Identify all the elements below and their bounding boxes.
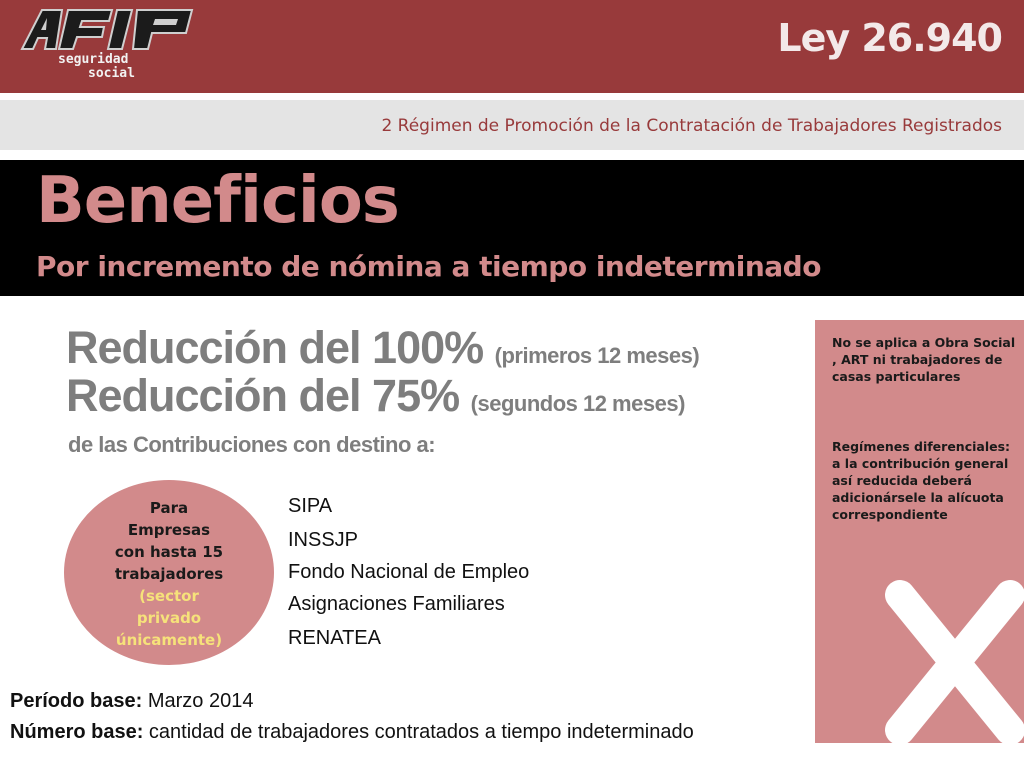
- regimen-title: 2 Régimen de Promoción de la Contratación de Trabajadores Registrados: [381, 116, 1002, 136]
- base-period-value: Marzo 2014: [142, 690, 254, 712]
- logo-sub-2: social: [88, 66, 135, 81]
- page-subtitle: Por incremento de nómina a tiempo indeterminado: [36, 250, 821, 283]
- side-panel: [815, 320, 1024, 743]
- law-number: Ley 26.940: [777, 16, 1002, 60]
- reduction-100-label: Reducción del 100%: [66, 322, 484, 373]
- page-title: Beneficios: [36, 164, 399, 238]
- base-period-label: Período base:: [10, 690, 143, 712]
- fund-sipa: SIPA: [288, 495, 333, 517]
- reduction-75: [66, 370, 685, 422]
- eligibility-line: Empresas: [127, 521, 211, 539]
- eligibility-line: Para: [149, 499, 189, 517]
- eligibility-highlight: privado: [136, 609, 202, 627]
- reduction-75-label: Reducción del 75%: [66, 370, 460, 421]
- fund-inssjp: INSSJP: [288, 529, 359, 551]
- base-period: [10, 690, 253, 713]
- contributions-destination: de las Contribuciones con destino a:: [68, 432, 436, 457]
- side-note-regimes: Regímenes diferenciales: a la contribución general así reducida deberá adicionársele la alícuota correspondiente: [832, 439, 1011, 522]
- afip-logo: [20, 6, 205, 81]
- side-note-exclusions: No se aplica a Obra Social , ART ni trabajadores de casas particulares: [832, 335, 1016, 384]
- reduction-75-period: (segundos 12 meses): [470, 391, 685, 416]
- eligibility-highlight: (sector: [139, 587, 199, 605]
- eligibility-text: [90, 497, 248, 651]
- fund-asignaciones: Asignaciones Familiares: [288, 593, 505, 615]
- reduction-100-period: (primeros 12 meses): [494, 343, 700, 368]
- base-number-value: cantidad de trabajadores contratados a tiempo indeterminado: [143, 721, 694, 743]
- base-number: [10, 721, 694, 744]
- fund-empleo: Fondo Nacional de Empleo: [288, 561, 530, 583]
- reduction-100: [66, 322, 699, 374]
- base-number-label: Número base:: [10, 721, 144, 743]
- eligibility-line: con hasta 15: [114, 543, 224, 561]
- x-mark-icon: [875, 570, 1024, 743]
- eligibility-line: trabajadores: [114, 565, 224, 583]
- eligibility-highlight: únicamente): [115, 631, 223, 649]
- fund-renatea: RENATEA: [288, 627, 381, 649]
- logo-sub-1: seguridad: [58, 52, 129, 67]
